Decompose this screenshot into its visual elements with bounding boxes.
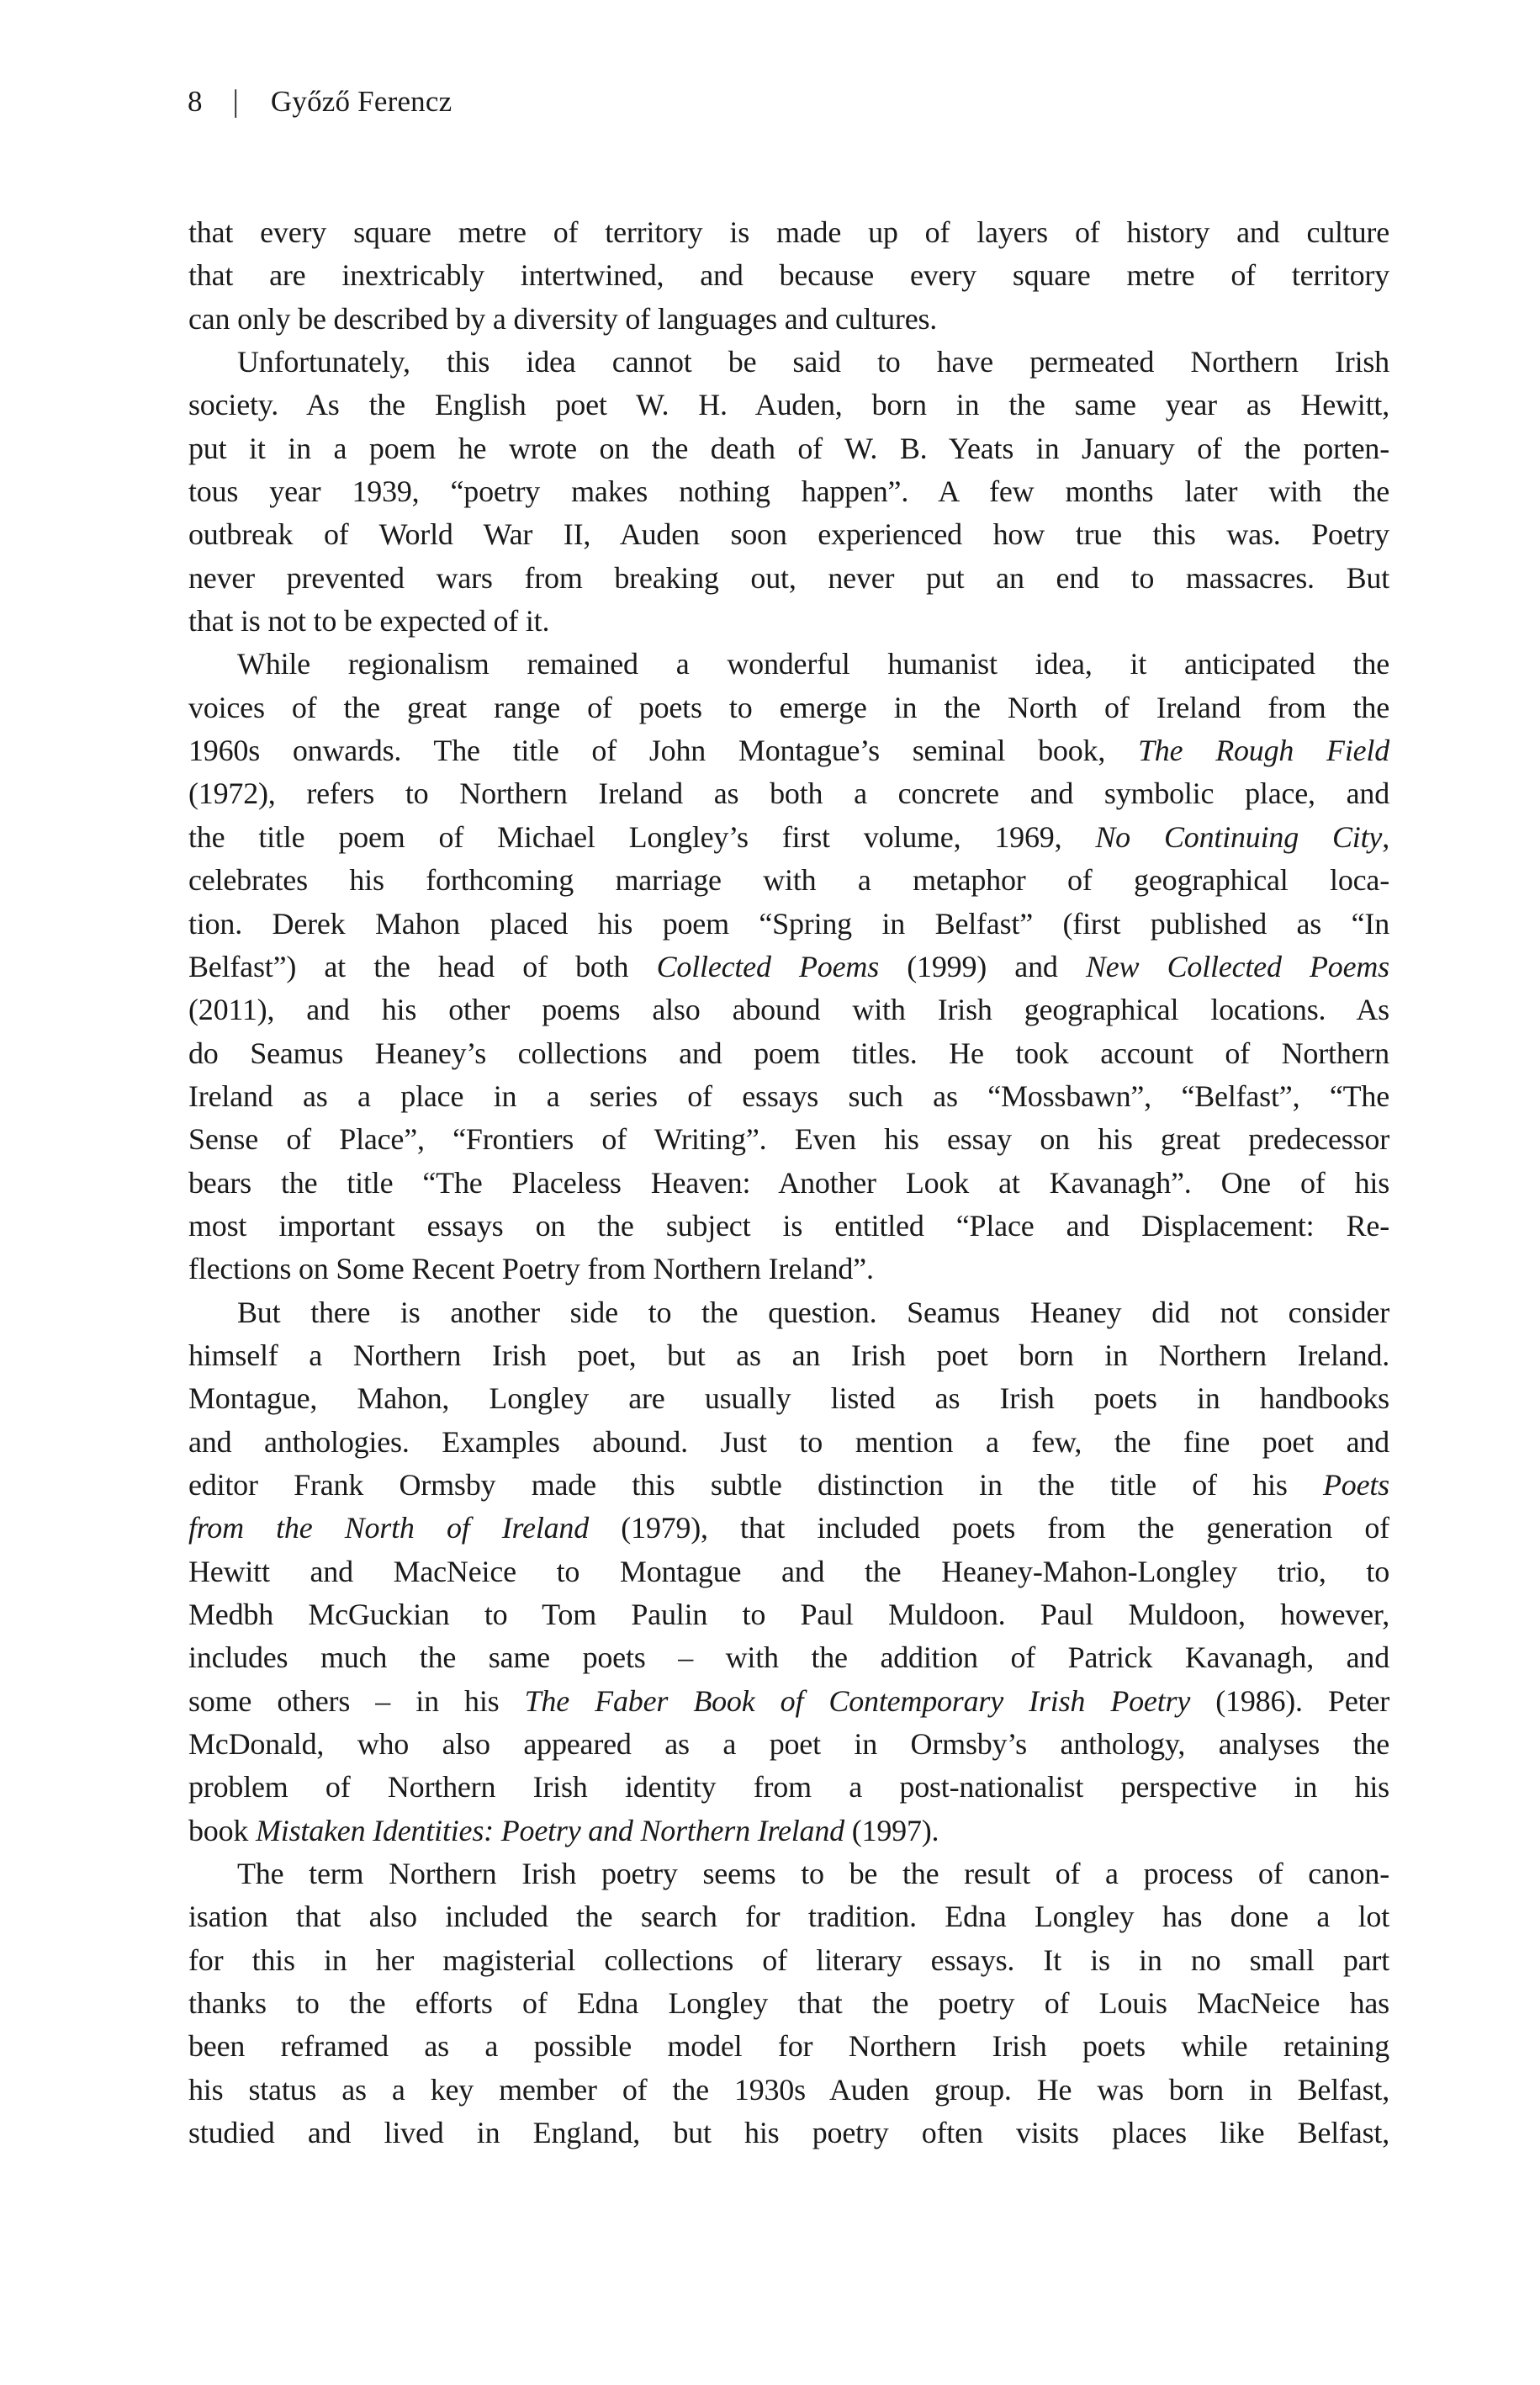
text-run: Sense of Place”, “Frontiers of Writing”. Even his essay on his great predecessor <box>188 1122 1389 1157</box>
text-line <box>188 1550 1389 1593</box>
text-run: But there is another side to the question. Seamus Heaney did not consider <box>237 1295 1389 1329</box>
paragraph <box>188 643 1389 1291</box>
text-line <box>188 816 1389 859</box>
italic-text-run: The Faber Book of Contemporary Irish Poetry <box>524 1683 1191 1718</box>
text-line <box>188 772 1389 815</box>
text-line <box>188 298 1389 341</box>
text-line <box>188 1377 1389 1420</box>
text-line <box>188 859 1389 902</box>
text-run: and anthologies. Examples abound. Just to mention a few, the fine poet and <box>188 1424 1389 1459</box>
text-run: voices of the great range of poets to emerge in the North of Ireland from the <box>188 690 1389 724</box>
text-run: tion. Derek Mahon placed his poem “Spring in Belfast” (first published as “In <box>188 906 1389 941</box>
text-line <box>188 1118 1389 1161</box>
text-run: can only be described by a diversity of languages and cultures. <box>188 301 938 336</box>
text-line <box>188 1075 1389 1118</box>
text-line <box>188 1248 1389 1291</box>
text-line <box>188 470 1389 513</box>
text-run: celebrates his forthcoming marriage with a metaphor of geographical loca- <box>188 863 1389 898</box>
text-line <box>188 1162 1389 1205</box>
text-run: isation that also included the search for tradition. Edna Longley has done a lot <box>188 1900 1389 1934</box>
text-run: The term Northern Irish poetry seems to be the result of a process of canon- <box>237 1857 1389 1891</box>
text-line <box>188 1507 1389 1550</box>
header-separator: | <box>232 84 239 119</box>
paragraph <box>188 341 1389 643</box>
body-text <box>188 211 1389 2154</box>
text-line <box>188 1680 1389 1723</box>
text-line <box>188 513 1389 556</box>
text-run: editor Frank Ormsby made this subtle distinction in the title of his <box>188 1467 1324 1502</box>
text-line <box>188 1939 1389 1982</box>
text-run: tous year 1939, “poetry makes nothing happen”. A few months later with the <box>188 474 1389 509</box>
italic-text-run: The Rough Field <box>1137 734 1389 768</box>
text-line <box>188 1421 1389 1464</box>
text-line <box>188 1593 1389 1636</box>
text-line <box>188 2025 1389 2068</box>
text-line <box>188 1032 1389 1075</box>
text-run: the title poem of Michael Longley’s first volume, 1969, <box>188 819 1096 854</box>
text-line <box>188 686 1389 729</box>
text-run: Ireland as a place in a series of essays such as “Mossbawn”, “Belfast”, “The <box>188 1079 1389 1113</box>
text-line <box>188 903 1389 946</box>
page-number: 8 <box>188 85 203 118</box>
text-run: Belfast”) at the head of both <box>188 949 657 983</box>
text-run: McDonald, who also appeared as a poet in Ormsby’s anthology, analyses the <box>188 1727 1389 1762</box>
text-line <box>188 1723 1389 1766</box>
text-run: that is not to be expected of it. <box>188 604 550 639</box>
text-run: (1979), that included poets from the generation of <box>589 1511 1389 1545</box>
text-run: never prevented wars from breaking out, never put an end to massacres. But <box>188 560 1389 595</box>
text-run: 1960s onwards. The title of John Montague’s seminal book, <box>188 734 1138 768</box>
text-line <box>188 211 1389 254</box>
text-run: Hewitt and MacNeice to Montague and the Heaney-Mahon-Longley trio, to <box>188 1554 1389 1588</box>
text-run: bears the title “The Placeless Heaven: Another Look at Kavanagh”. One of his <box>188 1165 1389 1200</box>
text-line <box>188 1766 1389 1809</box>
text-run: Unfortunately, this idea cannot be said to have permeated Northern Irish <box>237 345 1389 379</box>
text-run: society. As the English poet W. H. Auden, born in the same year as Hewitt, <box>188 388 1389 422</box>
text-line <box>188 2069 1389 2112</box>
text-line <box>188 643 1389 686</box>
italic-text-run: Collected Poems <box>656 949 879 983</box>
text-run: studied and lived in England, but his poetry often visits places like Belfast, <box>188 2116 1389 2150</box>
italic-text-run: No Continuing City <box>1095 819 1383 854</box>
running-header-author: Győző Ferencz <box>270 85 452 118</box>
text-run: Montague, Mahon, Longley are usually listed as Irish poets in handbooks <box>188 1381 1389 1416</box>
paragraph <box>188 1852 1389 2154</box>
text-line <box>188 1895 1389 1938</box>
text-run: do Seamus Heaney’s collections and poem titles. He took account of Northern <box>188 1036 1389 1070</box>
text-run: his status as a key member of the 1930s Auden group. He was born in Belfast, <box>188 2072 1389 2107</box>
text-line <box>188 557 1389 600</box>
text-line <box>188 1852 1389 1895</box>
text-run: for this in her magisterial collections of literary essays. It is in no small part <box>188 1942 1389 1977</box>
text-line <box>188 600 1389 643</box>
text-run: includes much the same poets – with the addition of Patrick Kavanagh, and <box>188 1640 1389 1675</box>
text-run: thanks to the efforts of Edna Longley that the poetry of Louis MacNeice has <box>188 1986 1389 2021</box>
italic-text-run: New Collected Poems <box>1085 949 1389 983</box>
text-line <box>188 2112 1389 2154</box>
italic-text-run: from the North of Ireland <box>188 1511 590 1545</box>
text-run: While regionalism remained a wonderful humanist idea, it anticipated the <box>237 647 1389 681</box>
text-run: (1972), refers to Northern Ireland as both a concrete and symbolic place, and <box>188 776 1389 811</box>
paragraph <box>188 1291 1389 1852</box>
text-run: , <box>1382 819 1389 854</box>
text-run: outbreak of World War II, Auden soon experienced how true this was. Poetry <box>188 517 1389 552</box>
text-line <box>188 1205 1389 1248</box>
text-line <box>188 254 1389 297</box>
running-header <box>188 83 452 120</box>
text-run: (1997). <box>844 1813 939 1847</box>
paragraph <box>188 211 1389 341</box>
text-line <box>188 988 1389 1031</box>
text-line <box>188 729 1389 772</box>
text-line <box>188 1464 1389 1507</box>
text-run: book <box>188 1813 257 1847</box>
text-line <box>188 427 1389 470</box>
text-run: put it in a poem he wrote on the death of W. B. Yeats in January of the porten- <box>188 431 1389 465</box>
italic-text-run: Mistaken Identities: Poetry and Northern Ireland <box>256 1813 844 1847</box>
text-line <box>188 1291 1389 1334</box>
text-run: that every square metre of territory is made up of layers of history and culture <box>188 215 1389 249</box>
text-line <box>188 946 1389 988</box>
text-run: himself a Northern Irish poet, but as an Irish poet born in Northern Ireland. <box>188 1338 1389 1372</box>
text-run: (2011), and his other poems also abound with Irish geographical locations. As <box>188 993 1389 1027</box>
text-run: Medbh McGuckian to Tom Paulin to Paul Muldoon. Paul Muldoon, however, <box>188 1598 1389 1631</box>
text-run: problem of Northern Irish identity from a post-nationalist perspective in his <box>188 1770 1389 1805</box>
text-run: flections on Some Recent Poetry from Northern Ireland”. <box>188 1252 874 1286</box>
text-run: (1986). Peter <box>1190 1683 1389 1718</box>
text-line <box>188 1982 1389 2025</box>
text-run: (1999) and <box>879 949 1086 983</box>
text-line <box>188 1810 1389 1852</box>
text-run: most important essays on the subject is entitled “Place and Displacement: Re- <box>188 1208 1389 1243</box>
italic-text-run: Poets <box>1323 1467 1389 1502</box>
text-line <box>188 1636 1389 1679</box>
text-run: that are inextricably intertwined, and because every square metre of territory <box>188 258 1389 293</box>
text-run: some others – in his <box>188 1683 525 1718</box>
text-run: been reframed as a possible model for Northern Irish poets while retaining <box>188 2029 1389 2064</box>
text-line <box>188 341 1389 384</box>
text-line <box>188 384 1389 427</box>
text-line <box>188 1334 1389 1377</box>
